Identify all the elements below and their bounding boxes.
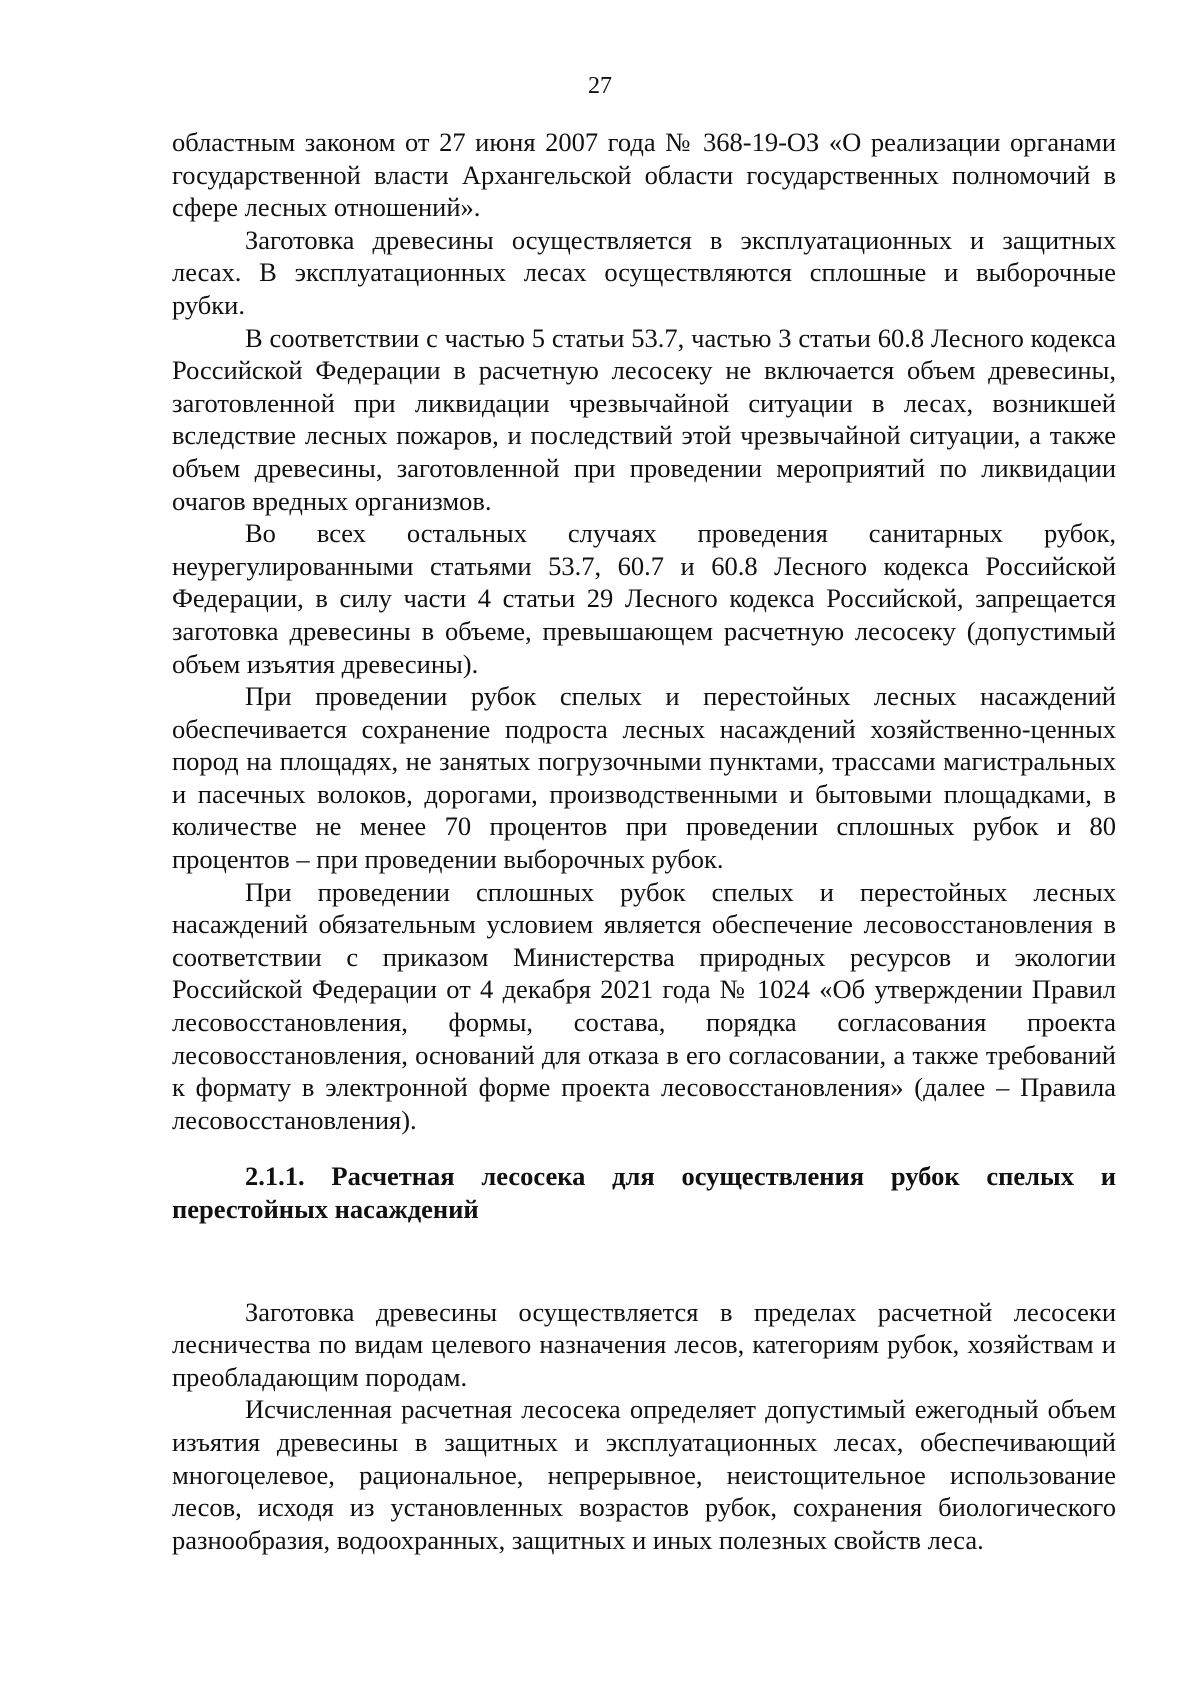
paragraph-8: Исчисленная расчетная лесосека определяет допустимый ежегодный объем изъятия древесины в защитных и эксплуатационных лесах, обеспечивающий многоцелевое, рациональное, непрерывное, неистощительное использование лесов, исходя из установленных возрастов рубок, сохранения биологического разнообразия, водоохранных, защитных и иных полезных свойств леса. [172, 1394, 1116, 1555]
paragraph-3: В соответствии с частью 5 статьи 53.7, частью 3 статьи 60.8 Лесного кодекса Российской Федерации в расчетную лесосеку не включается объем древесины, заготовленной при ликвидации чрезвычайной ситуации в лесах, возникшей вследствие лесных пожаров, и последствий этой чрезвычайной ситуации, а также объем древесины, заготовленной при проведении мероприятий по ликвидации очагов вредных организмов. [172, 322, 1116, 516]
paragraph-7: Заготовка древесины осуществляется в пределах расчетной лесосеки лесничества по видам целевого назначения лесов, категориям рубок, хозяйствам и преобладающим породам. [172, 1296, 1116, 1392]
page-number: 27 [588, 73, 612, 99]
paragraph-2: Заготовка древесины осуществляется в эксплуатационных и защитных лесах. В эксплуатационных лесах осуществляются сплошные и выборочные рубки. [172, 224, 1116, 320]
paragraph-1: областным законом от 27 июня 2007 года № 368-19-ОЗ «О реализации органами государственной власти Архангельской области государственных полномочий в сфере лесных отношений». [172, 127, 1116, 223]
paragraph-6: При проведении сплошных рубок спелых и перестойных лесных насаждений обязательным условием является обеспечение лесовосстановления в соответствии с приказом Министерства природных ресурсов и экологии Российской Федерации от 4 декабря 2021 года № 1024 «Об утверждении Правил лесовосстановления, формы, состава, порядка согласования проекта лесовосстановления, оснований для отказа в его согласовании, а также требований к формату в электронной форме проекта лесовосстановления» (далее – Правила лесовосстановления). [172, 876, 1116, 1135]
document-body [172, 126, 1116, 1556]
paragraph-5: При проведении рубок спелых и перестойных лесных насаждений обеспечивается сохранение подроста лесных насаждений хозяйственно-ценных пород на площадях, не занятых погрузочными пунктами, трассами магистральных и пасечных волоков, дорогами, производственными и бытовыми площадками, в количестве не менее 70 процентов при проведении сплошных рубок и 80 процентов – при проведении выборочных рубок. [172, 681, 1116, 875]
paragraph-4: Во всех остальных случаях проведения санитарных рубок, неурегулированными статьями 53.7, 60.7 и 60.8 Лесного кодекса Российской Федерации, в силу части 4 статьи 29 Лесного кодекса Российской, запрещается заготовка древесины в объеме, превышающем расчетную лесосеку (допустимый объем изъятия древесины). [172, 518, 1116, 679]
section-heading: 2.1.1. Расчетная лесосека для осуществления рубок спелых и перестойных насаждений [172, 1161, 1116, 1224]
